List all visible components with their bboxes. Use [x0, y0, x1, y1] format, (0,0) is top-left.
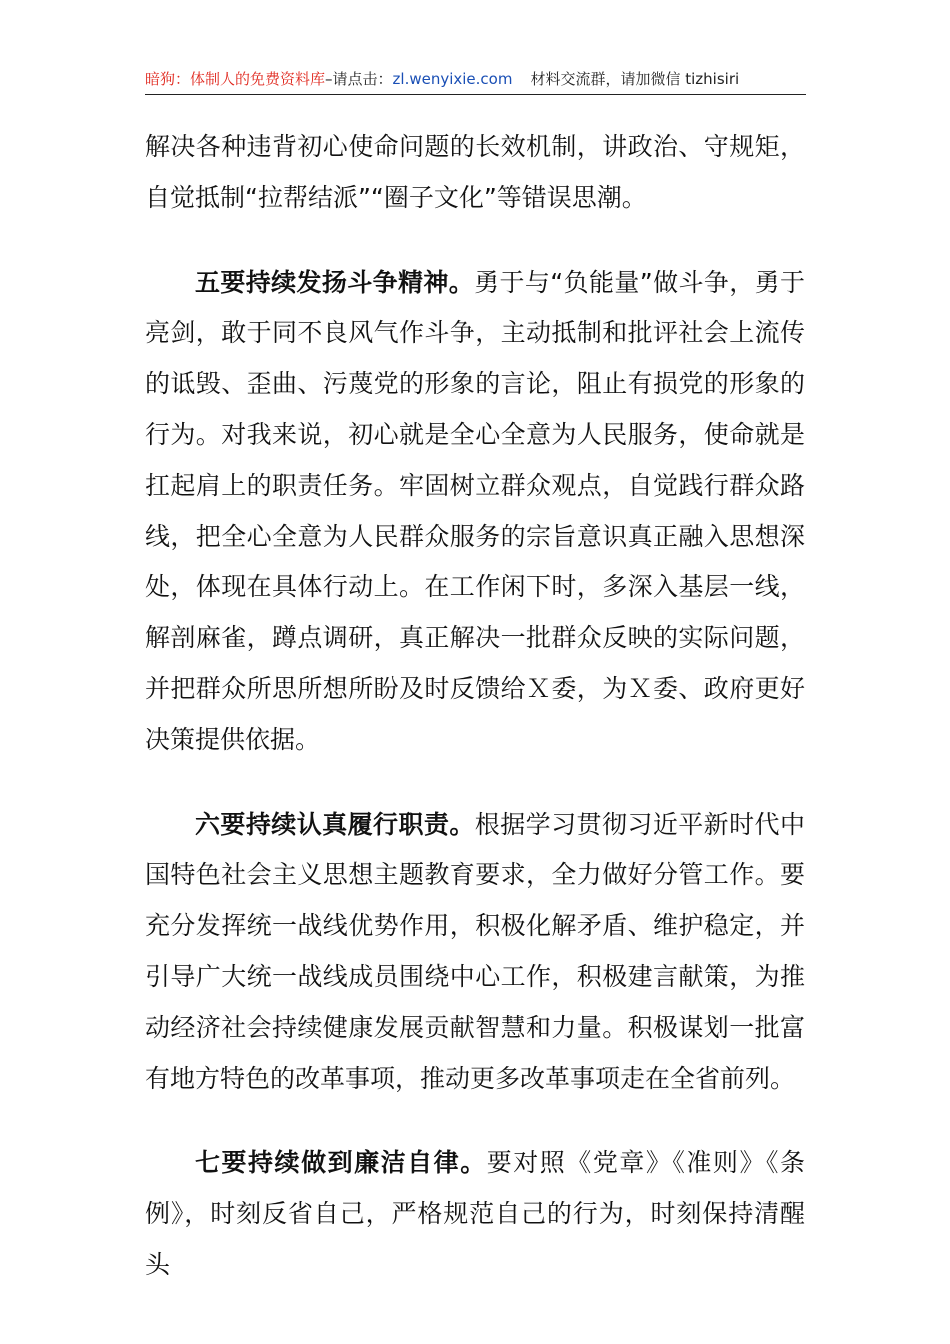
paragraph-point-5	[145, 258, 805, 766]
page-header	[145, 68, 806, 95]
paragraph-spacer	[145, 224, 805, 258]
header-url-link[interactable]: zl.wenyixie.com	[392, 70, 513, 88]
paragraph-body: 要对照《党章》《准则》《条例》，时刻反省自己，严格规范自己的行为，时刻保持清醒头	[145, 1148, 805, 1279]
paragraph-body: 根据学习贯彻习近平新时代中国特色社会主义思想主题教育要求，全力做好分管工作。要充分发挥统一战线优势作用，积极化解矛盾、维护稳定，并引导广大统一战线成员围绕中心工作，积极建言献策，为推动经济社会持续健康发展贡献智慧和力量。积极谋划一批富有地方特色的改革事项，推动更多改革事项走在全省前列。	[145, 809, 805, 1093]
paragraph-point-6	[145, 800, 805, 1105]
paragraph-spacer	[145, 766, 805, 800]
document-body	[145, 122, 805, 1291]
paragraph-lead: 五要持续发扬斗争精神。	[195, 267, 475, 297]
paragraph-continuation	[145, 122, 805, 224]
paragraph-spacer	[145, 1104, 805, 1138]
paragraph-body: 解决各种违背初心使命问题的长效机制，讲政治、守规矩，自觉抵制“拉帮结派”“圈子文化”等错误思潮。	[145, 132, 805, 212]
header-click-label: –请点击：	[325, 70, 393, 88]
paragraph-body: 勇于与“负能量”做斗争，勇于亮剑，敢于同不良风气作斗争，主动抵制和批评社会上流传的诋毁、歪曲、污蔑党的形象的言论，阻止有损党的形象的行为。对我来说，初心就是全心全意为人民服务，使命就是扛起肩上的职责任务。牢固树立群众观点，自觉践行群众路线，把全心全意为人民群众服务的宗旨意识真正融入思想深处，体现在具体行动上。在工作闲下时，多深入基层一线，解剖麻雀，蹲点调研，真正解决一批群众反映的实际问题，并把群众所思所想所盼及时反馈给Ｘ委，为Ｘ委、政府更好决策提供依据。	[145, 267, 805, 754]
paragraph-lead: 六要持续认真履行职责。	[195, 809, 475, 839]
header-brand: 暗狗：体制人的免费资料库	[145, 70, 326, 88]
paragraph-lead: 七要持续做到廉洁自律。	[195, 1148, 487, 1178]
header-group-text: 材料交流群，请加微信 tizhisiri	[530, 70, 740, 88]
paragraph-point-7	[145, 1138, 805, 1290]
